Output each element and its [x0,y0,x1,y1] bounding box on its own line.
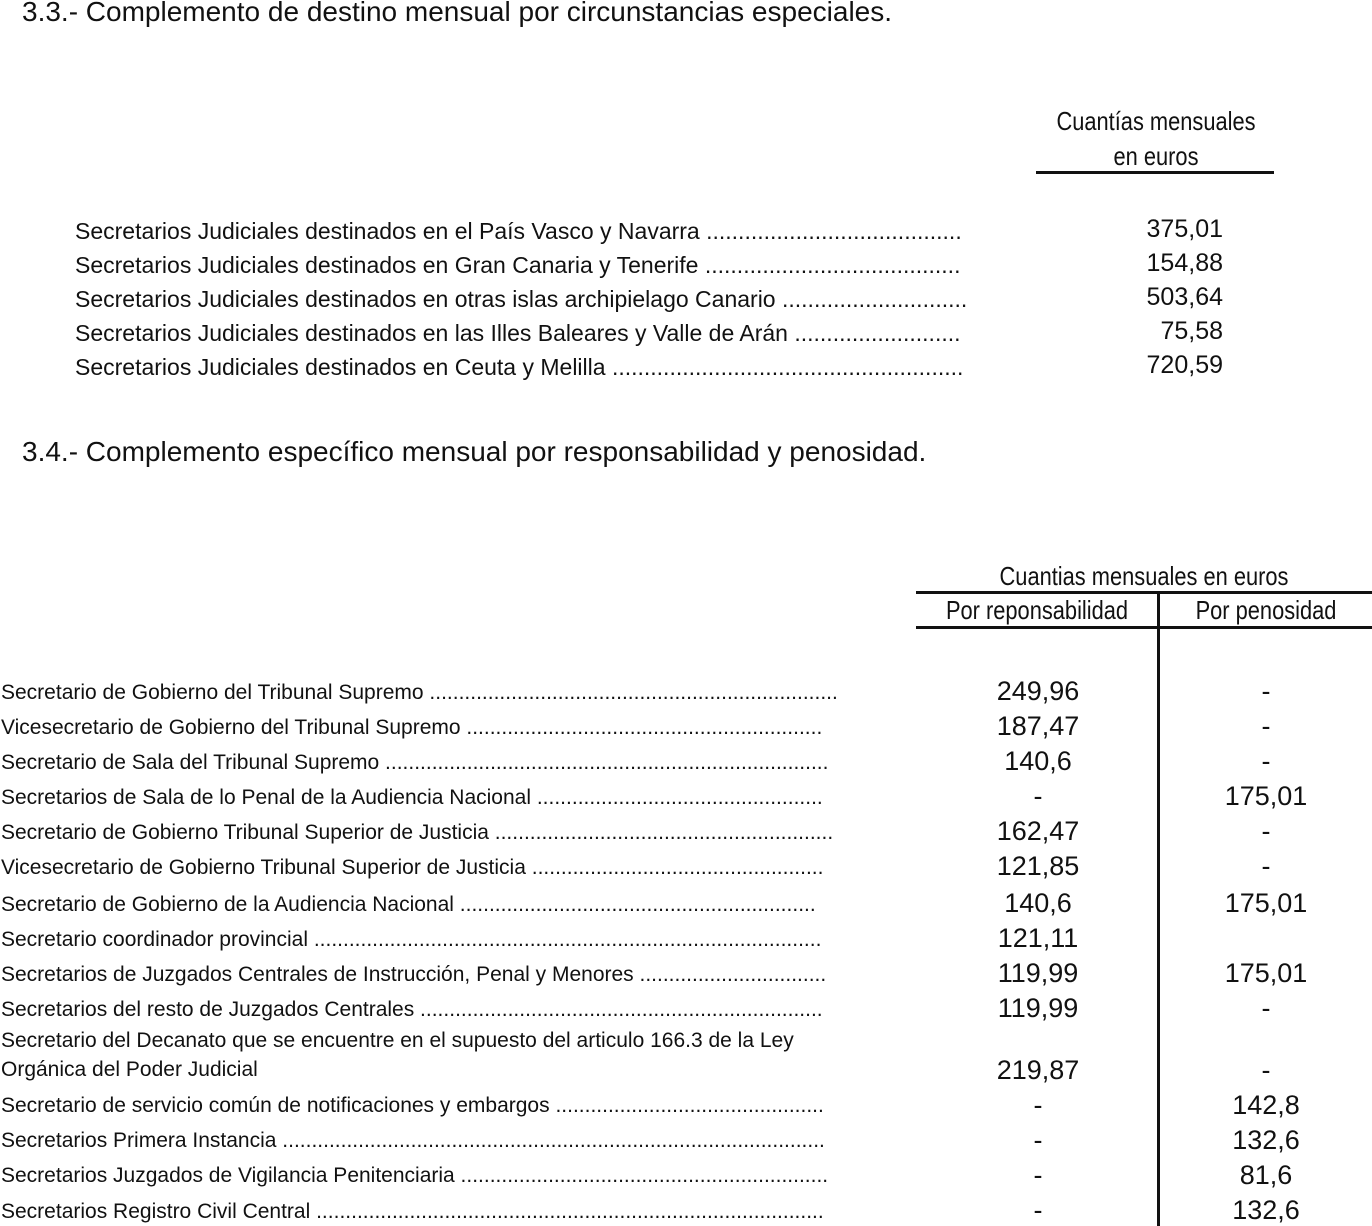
table-cell-penosidad: 175,01 [1224,958,1308,988]
table-row-label: Secretario de Sala del Tribunal Supremo ............................................................................ [1,751,829,774]
section-3-3-col-header-line1: Cuantías mensuales [1056,106,1256,136]
table-cell-penosidad: 175,01 [1224,781,1308,811]
table-row-label: Secretarios del resto de Juzgados Centrales ..................................................................... [1,998,823,1021]
table-row-label: Secretarios Registro Civil Central ....................................................................................... [1,1200,824,1223]
table-row-label: Secretario de Gobierno del Tribunal Supremo ...................................................................... [1,681,838,704]
col-header-penosidad: Por penosidad [1195,595,1337,625]
table-cell-responsabilidad: - [1033,1160,1043,1190]
table-cell-penosidad: 142,8 [1232,1090,1300,1120]
table-cell-responsabilidad: - [1033,1090,1043,1120]
table-cell-responsabilidad: 140,6 [1004,746,1072,776]
section-3-3-header-underline [1036,171,1274,174]
list-item: Secretarios Judiciales destinados en otras islas archipielago Canario ............................. [75,286,968,312]
list-item: Secretarios Judiciales destinados en Ceuta y Melilla ....................................................... [75,354,964,380]
table-cell-responsabilidad: 121,11 [997,923,1079,953]
table-row-label: Secretarios de Juzgados Centrales de Instrucción, Penal y Menores ................................ [1,963,827,986]
table-cell-penosidad: - [1261,1055,1271,1085]
table-cell-penosidad: 175,01 [1224,888,1308,918]
list-item: Secretarios Judiciales destinados en Gran Canaria y Tenerife ........................................ [75,252,961,278]
col-header-responsabilidad: Por reponsabilidad [945,595,1129,625]
table-cell-responsabilidad: 121,85 [996,851,1080,881]
table-cell-penosidad: - [1261,816,1271,846]
table-cell-penosidad: 132,6 [1232,1195,1300,1225]
section-3-3-col-header-line2: en euros [1113,141,1199,171]
group-header-underline [916,591,1372,594]
table-cell-penosidad: - [1261,993,1271,1023]
table-row-label: Secretario de Gobierno Tribunal Superior de Justicia .......................................................... [1,821,834,844]
list-item-value: 503,64 [1146,283,1223,311]
list-item-value: 75,58 [1160,317,1223,345]
table-cell-penosidad: - [1261,851,1271,881]
section-3-4-group-header: Cuantias mensuales en euros [999,561,1289,591]
table-cell-responsabilidad: - [1033,1195,1043,1225]
table-cell-responsabilidad: 249,96 [996,676,1080,706]
table-cell-responsabilidad: 140,6 [1004,888,1072,918]
list-item-value: 720,59 [1146,351,1223,379]
table-cell-responsabilidad: 119,99 [997,958,1079,988]
table-row-label: Secretarios de Sala de lo Penal de la Audiencia Nacional ................................................. [1,786,823,809]
section-3-4-heading: 3.4.- Complemento específico mensual por responsabilidad y penosidad. [22,436,927,467]
table-row-label-line1: Secretario del Decanato que se encuentre en el supuesto del articulo 166.3 de la Ley [1,1029,794,1052]
table-row-label: Vicesecretario de Gobierno del Tribunal Supremo ............................................................. [1,716,823,739]
table-cell-responsabilidad: 162,47 [996,816,1080,846]
table-cell-penosidad: - [1261,676,1271,706]
table-row-label: Secretario de servicio común de notificaciones y embargos .............................................. [1,1094,824,1117]
table-cell-penosidad: 81,6 [1239,1160,1293,1190]
table-cell-responsabilidad: 119,99 [997,993,1079,1023]
table-cell-responsabilidad: - [1033,781,1043,811]
list-item-value: 154,88 [1146,249,1223,277]
table-cell-penosidad: - [1261,711,1271,741]
table-row-label-line2: Orgánica del Poder Judicial [1,1058,258,1081]
table-cell-responsabilidad: 219,87 [996,1055,1080,1085]
table-cell-responsabilidad: 187,47 [996,711,1080,741]
table-cell-penosidad: - [1261,746,1271,776]
table-row-label: Secretarios Primera Instancia ............................................................................................. [1,1129,825,1152]
list-item: Secretarios Judiciales destinados en el País Vasco y Navarra ........................................ [75,218,962,244]
table-row-label: Secretarios Juzgados de Vigilancia Penitenciaria ............................................................... [1,1164,829,1187]
list-item-value: 375,01 [1146,215,1223,243]
table-row-label: Secretario coordinador provincial ....................................................................................... [1,928,822,951]
list-item: Secretarios Judiciales destinados en las Illes Baleares y Valle de Arán .......................... [75,320,961,346]
table-cell-penosidad: 132,6 [1232,1125,1300,1155]
table-row-label: Vicesecretario de Gobierno Tribunal Superior de Justicia .................................................. [1,856,824,879]
col-header-underline [916,626,1372,629]
table-cell-responsabilidad: - [1033,1125,1043,1155]
table-row-label: Secretario de Gobierno de la Audiencia Nacional ............................................................. [1,893,816,916]
section-3-3-heading: 3.3.- Complemento de destino mensual por circunstancias especiales. [22,0,893,27]
